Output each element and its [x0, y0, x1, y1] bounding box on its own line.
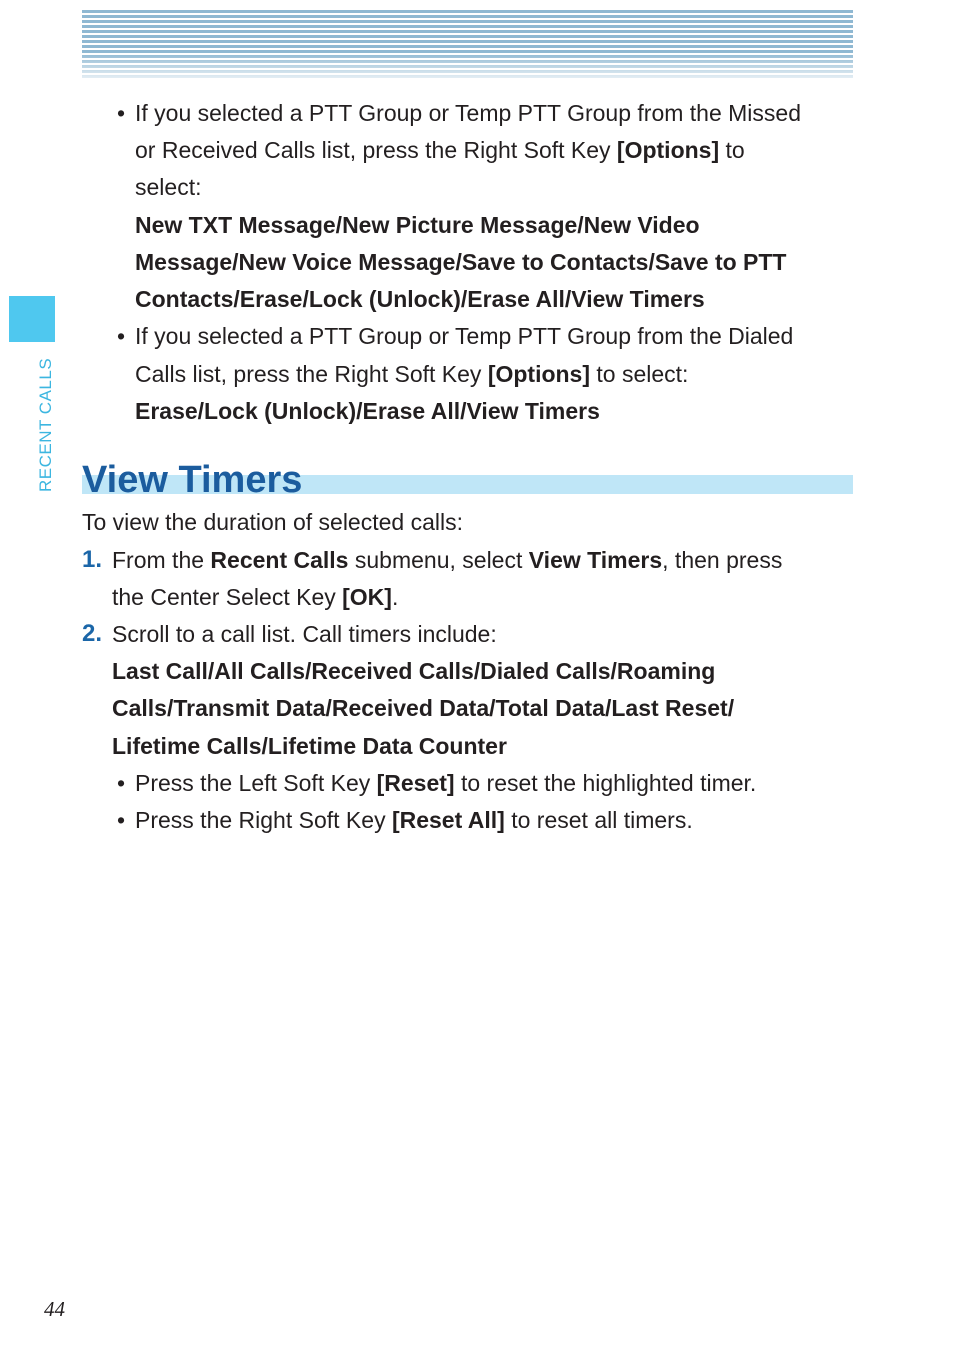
bullet-mark: • — [117, 323, 126, 349]
bullet-1-options-1: New TXT Message/New Picture Message/New Video — [135, 212, 700, 238]
header-decoration — [82, 10, 853, 78]
reset-instruction — [135, 768, 756, 798]
options-key-label: [Options] — [487, 361, 591, 387]
text-span: to reset the highlighted timer. — [454, 770, 757, 796]
chapter-label: RECENT CALLS — [36, 357, 55, 492]
bullet-1-line-3: select: — [135, 174, 202, 200]
chapter-tab — [9, 296, 55, 342]
text-span: Press the Right Soft Key — [135, 807, 392, 833]
bullet-1-options-2: Message/New Voice Message/Save to Contacts/Save to PTT — [135, 249, 787, 275]
reset-all-instruction — [135, 805, 693, 835]
options-key-label: [Options] — [616, 137, 720, 163]
bullet-1-line-1: If you selected a PTT Group or Temp PTT Group from the Missed — [135, 100, 802, 126]
bullet-1-options-3: Contacts/Erase/Lock (Unlock)/Erase All/View Timers — [135, 286, 705, 312]
text-span: the Center Select Key — [112, 584, 343, 610]
ok-key-label: [OK] — [342, 584, 392, 610]
step-2-options-1: Last Call/All Calls/Received Calls/Dialed Calls/Roaming — [112, 658, 716, 684]
text-span: or Received Calls list, press the Right Soft Key — [135, 137, 617, 163]
step-2-number: 2. — [82, 620, 103, 647]
step-2-line-1: Scroll to a call list. Call timers include: — [112, 621, 497, 647]
bullet-2-line-2 — [135, 359, 688, 389]
text-span: Press the Left Soft Key — [135, 770, 377, 796]
bullet-1-line-2 — [135, 135, 745, 165]
text-span: . — [391, 584, 399, 610]
bullet-2-options-1: Erase/Lock (Unlock)/Erase All/View Timers — [135, 398, 600, 424]
text-span: Calls list, press the Right Soft Key — [135, 361, 488, 387]
page-number: 44 — [44, 1297, 65, 1321]
section-intro: To view the duration of selected calls: — [82, 509, 463, 535]
recent-calls-label: Recent Calls — [210, 547, 349, 573]
bullet-mark: • — [117, 770, 126, 796]
text-span: , then press — [662, 547, 783, 573]
step-2-options-3: Lifetime Calls/Lifetime Data Counter — [112, 733, 507, 759]
text-span: to reset all timers. — [504, 807, 693, 833]
step-1-line-1 — [112, 545, 782, 575]
text-span: From the — [112, 547, 211, 573]
reset-key-label: [Reset] — [376, 770, 455, 796]
step-1-number: 1. — [82, 546, 103, 573]
step-2-options-2: Calls/Transmit Data/Received Data/Total Data/Last Reset/ — [112, 695, 735, 721]
text-span: to — [719, 137, 745, 163]
view-timers-label: View Timers — [528, 547, 663, 573]
bullet-mark: • — [117, 100, 126, 126]
step-1-line-2 — [112, 582, 398, 612]
section-title: View Timers — [82, 459, 303, 501]
bullet-mark: • — [117, 807, 126, 833]
text-span: submenu, select — [348, 547, 529, 573]
text-span: to select: — [590, 361, 689, 387]
reset-all-key-label: [Reset All] — [391, 807, 505, 833]
bullet-2-line-1: If you selected a PTT Group or Temp PTT Group from the Dialed — [135, 323, 794, 349]
